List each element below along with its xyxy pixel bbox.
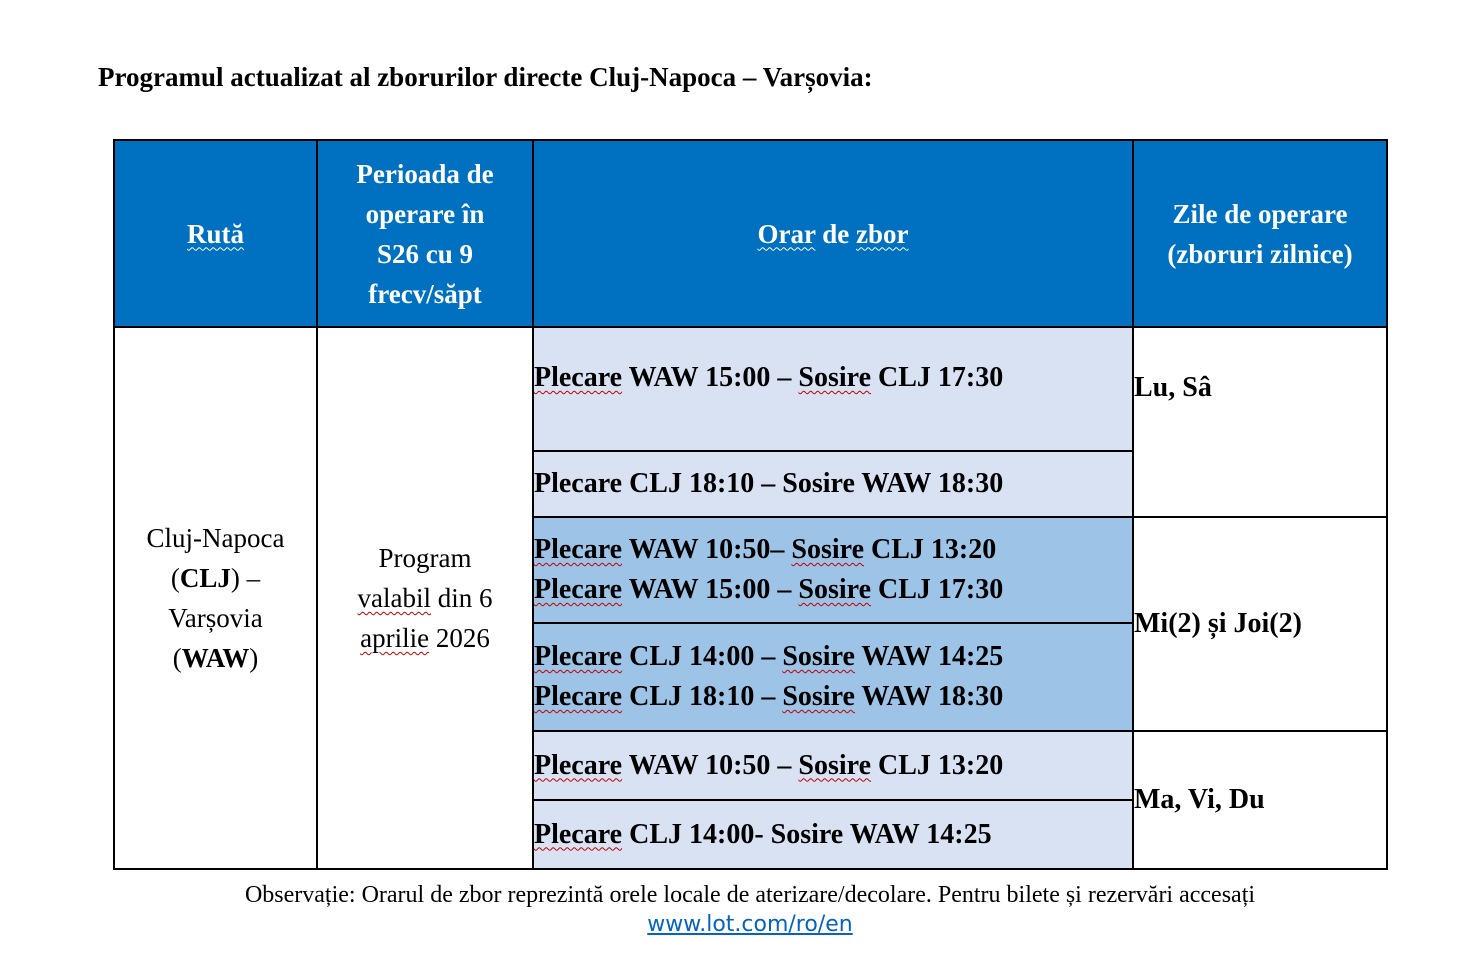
flight-cell: Plecare WAW 10:50 – Sosire CLJ 13:20 — [533, 731, 1133, 800]
page-title: Programul actualizat al zborurilor directe Cluj-Napoca – Varșovia: — [98, 62, 873, 92]
period-cell: Program valabil din 6 aprilie 2026 — [317, 327, 533, 869]
days-cell: Lu, Sâ — [1133, 327, 1387, 517]
lot-website-link[interactable]: www.lot.com/ro/en — [647, 912, 853, 937]
flight-cell: Plecare WAW 10:50– Sosire CLJ 13:20 Plecare WAW 15:00 – Sosire CLJ 17:30 — [533, 517, 1133, 623]
days-cell: Ma, Vi, Du — [1133, 731, 1387, 869]
flight-cell: Plecare CLJ 14:00- Sosire WAW 14:25 — [533, 800, 1133, 869]
route-cell: Cluj-Napoca (CLJ) – Varșovia (WAW) — [114, 327, 317, 869]
flight-cell: Plecare WAW 15:00 – Sosire CLJ 17:30 — [533, 327, 1133, 451]
observation-note: Observație: Orarul de zbor reprezintă orele locale de aterizare/decolare. Pentru bilete și rezervări accesați — [244, 882, 1256, 908]
header-period: Perioada de operare în S26 cu 9 frecv/săpt — [317, 140, 533, 327]
flight-cell: Plecare CLJ 18:10 – Sosire WAW 18:30 — [533, 451, 1133, 517]
flight-cell: Plecare CLJ 14:00 – Sosire WAW 14:25 Plecare CLJ 18:10 – Sosire WAW 18:30 — [533, 623, 1133, 731]
table-header-row — [114, 140, 1387, 327]
header-route: Rută — [114, 140, 317, 327]
flight-schedule-table — [113, 139, 1388, 870]
table-row — [114, 327, 1387, 451]
header-days: Zile de operare (zboruri zilnice) — [1133, 140, 1387, 327]
header-schedule: Orar de zbor — [533, 140, 1133, 327]
days-cell: Mi(2) și Joi(2) — [1133, 517, 1387, 731]
